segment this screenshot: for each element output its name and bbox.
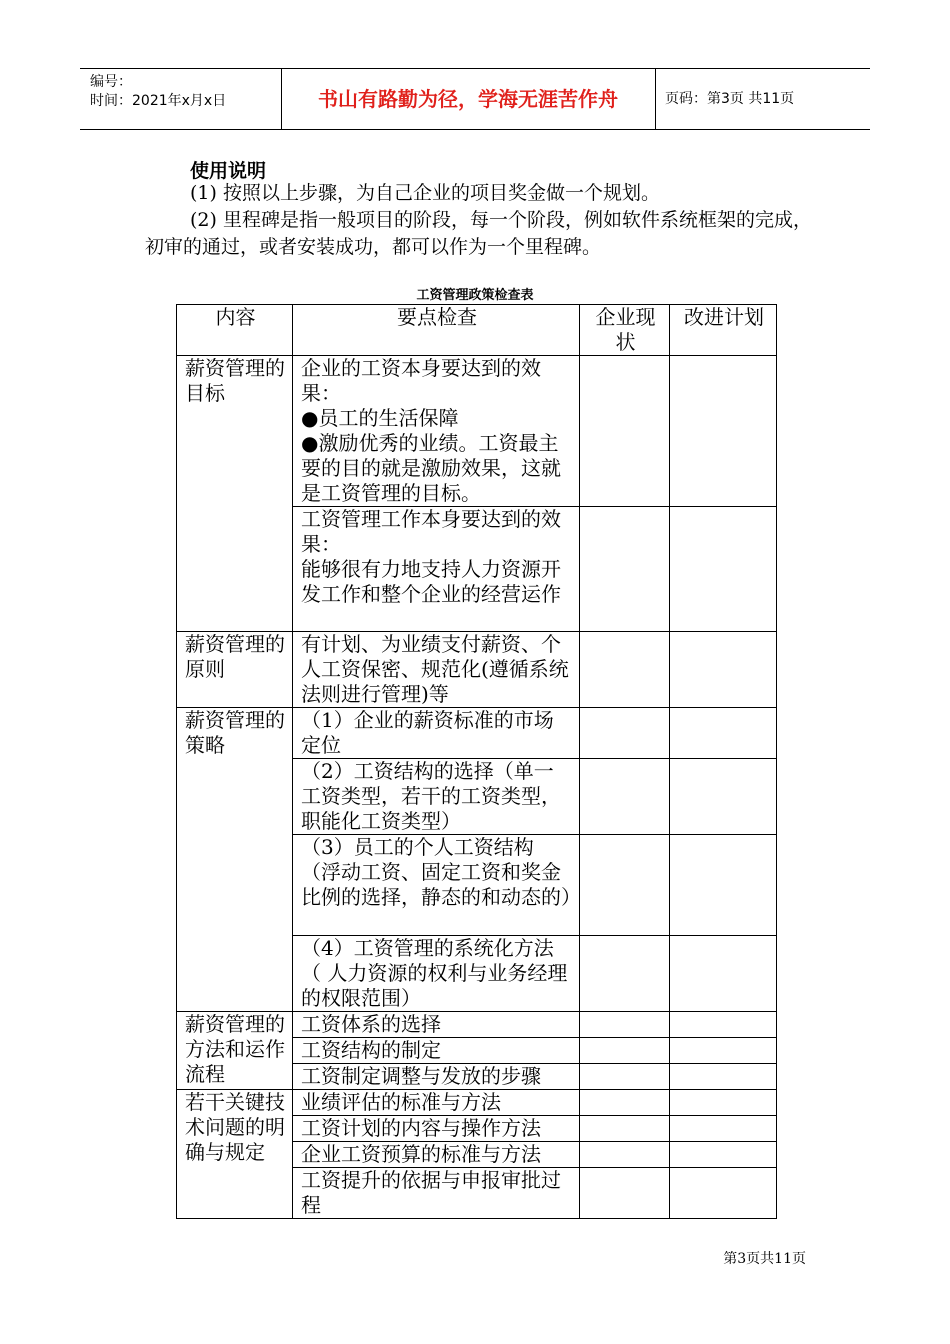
checkpoint-cell: 企业的工资本身要达到的效果： ●员工的生活保障 ●激励优秀的业绩。工资最主要的目的就是激励效果，这就是工资管理的目标。 <box>293 356 580 507</box>
checkpoint-cell: （4）工资管理的系统化方法（ 人力资源的权利与业务经理的权限范围） <box>293 936 580 1012</box>
table-row <box>177 708 777 759</box>
checkpoint-cell: （1）企业的薪资标准的市场定位 <box>293 708 580 759</box>
improvement-cell[interactable] <box>670 1038 777 1064</box>
page-header <box>80 68 870 130</box>
usage-title: 使用说明 <box>190 160 267 182</box>
checkpoint-cell: 工资计划的内容与操作方法 <box>293 1116 580 1142</box>
checkpoint-cell: 工资结构的制定 <box>293 1038 580 1064</box>
column-header: 企业现状 <box>580 305 670 356</box>
header-number: 编号： <box>90 74 132 90</box>
page-footer: 第3页共11页 <box>723 1251 806 1267</box>
improvement-cell[interactable] <box>670 1012 777 1038</box>
status-cell[interactable] <box>580 1038 670 1064</box>
checkpoint-cell: 业绩评估的标准与方法 <box>293 1090 580 1116</box>
improvement-cell[interactable] <box>670 507 777 632</box>
status-cell[interactable] <box>580 1012 670 1038</box>
improvement-cell[interactable] <box>670 1168 777 1219</box>
improvement-cell[interactable] <box>670 632 777 708</box>
header-divider <box>655 69 656 129</box>
status-cell[interactable] <box>580 1064 670 1090</box>
status-cell[interactable] <box>580 1090 670 1116</box>
column-header: 内容 <box>177 305 293 356</box>
improvement-cell[interactable] <box>670 356 777 507</box>
improvement-cell[interactable] <box>670 1142 777 1168</box>
status-cell[interactable] <box>580 1168 670 1219</box>
status-cell[interactable] <box>580 632 670 708</box>
improvement-cell[interactable] <box>670 1116 777 1142</box>
policy-check-table <box>176 304 777 1219</box>
status-cell[interactable] <box>580 835 670 936</box>
category-cell: 若干关键技术问题的明确与规定 <box>177 1090 293 1219</box>
improvement-cell[interactable] <box>670 1090 777 1116</box>
checkpoint-cell: （3）员工的个人工资结构（浮动工资、固定工资和奖金比例的选择，静态的和动态的） <box>293 835 580 936</box>
status-cell[interactable] <box>580 759 670 835</box>
usage-item: (1) 按照以上步骤，为自己企业的项目奖金做一个规划。 <box>190 182 660 204</box>
header-meta <box>90 73 226 111</box>
table-row <box>177 1012 777 1038</box>
category-cell: 薪资管理的目标 <box>177 356 293 632</box>
checkpoint-cell: 工资体系的选择 <box>293 1012 580 1038</box>
table-row <box>177 356 777 507</box>
status-cell[interactable] <box>580 936 670 1012</box>
table-header-row <box>177 305 777 356</box>
improvement-cell[interactable] <box>670 1064 777 1090</box>
checkpoint-cell: 有计划、为业绩支付薪资、个人工资保密、规范化(遵循系统法则进行管理)等 <box>293 632 580 708</box>
status-cell[interactable] <box>580 708 670 759</box>
improvement-cell[interactable] <box>670 759 777 835</box>
header-page: 页码：第3页 共11页 <box>665 91 795 107</box>
status-cell[interactable] <box>580 1142 670 1168</box>
table-title: 工资管理政策检查表 <box>416 288 534 303</box>
category-cell: 薪资管理的策略 <box>177 708 293 1012</box>
category-cell: 薪资管理的方法和运作流程 <box>177 1012 293 1090</box>
improvement-cell[interactable] <box>670 708 777 759</box>
usage-item: (2) 里程碑是指一般项目的阶段，每一个阶段，例如软件系统框架的完成，初审的通过，或者安装成功，都可以作为一个里程碑。 <box>145 209 812 258</box>
checkpoint-cell: 企业工资预算的标准与方法 <box>293 1142 580 1168</box>
table-body <box>177 356 777 1219</box>
category-cell: 薪资管理的原则 <box>177 632 293 708</box>
column-header: 改进计划 <box>670 305 777 356</box>
header-time: 时间：2021年x月x日 <box>90 93 227 109</box>
status-cell[interactable] <box>580 507 670 632</box>
status-cell[interactable] <box>580 1116 670 1142</box>
checkpoint-cell: （2）工资结构的选择（单一工资类型，若干的工资类型，职能化工资类型） <box>293 759 580 835</box>
table-row <box>177 1090 777 1116</box>
checkpoint-cell: 工资管理工作本身要达到的效果： 能够很有力地支持人力资源开发工作和整个企业的经营运作 <box>293 507 580 632</box>
table-row <box>177 632 777 708</box>
improvement-cell[interactable] <box>670 936 777 1012</box>
checkpoint-cell: 工资制定调整与发放的步骤 <box>293 1064 580 1090</box>
column-header: 要点检查 <box>293 305 580 356</box>
status-cell[interactable] <box>580 356 670 507</box>
header-motto: 书山有路勤为径，学海无涯苦作舟 <box>318 87 618 111</box>
checkpoint-cell: 工资提升的依据与申报审批过程 <box>293 1168 580 1219</box>
improvement-cell[interactable] <box>670 835 777 936</box>
